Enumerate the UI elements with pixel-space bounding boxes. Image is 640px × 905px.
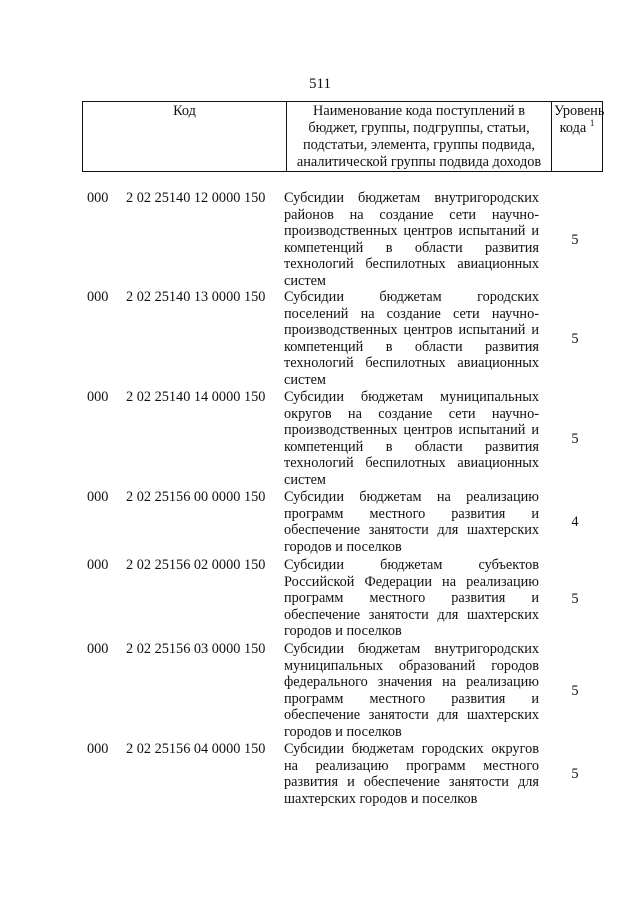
row-name-line: технологий беспилотных авиационных [284,455,539,472]
row-level: 5 [571,766,579,782]
row-name-line: Российской Федерации на реализацию [284,573,539,590]
row-prefix: 000 [87,641,109,657]
row-code: 2 02 25140 14 0000 150 [126,389,266,405]
row-name-line: систем [284,471,326,488]
header-name-line: бюджет, группы, подгруппы, статьи, [308,120,530,136]
header-code: Код [83,102,287,172]
row-name-line: технологий беспилотных авиационных [284,355,539,372]
row-name-line: Субсидии бюджетам городских округов [284,741,539,757]
row-code: 2 02 25156 04 0000 150 [126,741,266,757]
row-name-line: Субсидии бюджетам субъектов [284,557,539,573]
row-name-line: программ местного развития и [284,690,539,707]
row-name [284,557,539,640]
row-name-line: развития и обеспечение занятости для [284,774,539,791]
row-name-line: округов на создание сети научно- [284,405,539,422]
row-code: 2 02 25140 13 0000 150 [126,289,266,305]
row-name-line: производственных центров испытаний и [284,422,539,439]
row-name-line: муниципальных образований городов [284,657,539,674]
row-prefix: 000 [87,557,109,573]
row-prefix: 000 [87,489,109,505]
row-name-line: систем [284,272,326,289]
row-name-line: обеспечение занятости для шахтерских [284,707,539,724]
table-header [82,101,603,172]
row-name-line: Субсидии бюджетам внутригородских [284,190,539,206]
header-name-line: аналитической группы подвида доходов [296,154,542,170]
row-name-line: систем [284,371,326,388]
row-code: 2 02 25156 02 0000 150 [126,557,266,573]
row-level: 5 [571,232,579,248]
row-name-line: шахтерских городов и поселков [284,790,478,807]
row-code: 2 02 25156 03 0000 150 [126,641,266,657]
row-name-line: городов и поселков [284,623,402,640]
row-name-line: программ местного развития и [284,505,539,522]
row-name-line: поселений на создание сети научно- [284,305,539,322]
row-name-line: технологий беспилотных авиационных [284,256,539,273]
row-name [284,641,539,741]
row-name-line: Субсидии бюджетам городских [284,289,539,305]
row-name [284,489,539,555]
row-name-line: программ местного развития и [284,590,539,607]
header-name-line: подстатьи, элемента, группы подвида, [302,137,535,153]
row-name-line: Субсидии бюджетам на реализацию [284,489,539,505]
row-name-line: городов и поселков [284,538,402,555]
header-level-line1: Уровень [554,103,605,119]
row-name-line: районов на создание сети научно- [284,206,539,223]
row-name-line: обеспечение занятости для шахтерских [284,606,539,623]
header-level-label: кода [559,120,587,136]
row-level: 5 [571,683,579,699]
row-name-line: производственных центров испытаний и [284,223,539,240]
row-name-line: производственных центров испытаний и [284,322,539,339]
row-name-line: Субсидии бюджетам внутригородских [284,641,539,657]
header-name [287,102,552,172]
row-prefix: 000 [87,190,109,206]
row-name-line: компетенций в области развития [284,338,539,355]
row-name-line: городов и поселков [284,723,402,740]
row-prefix: 000 [87,389,109,405]
header-level-line2 [554,120,600,137]
header-name-line: Наименование кода поступлений в [313,103,525,119]
row-name [284,190,539,290]
row-code: 2 02 25140 12 0000 150 [126,190,266,206]
page-number: 511 [309,76,331,92]
row-name [284,289,539,389]
row-prefix: 000 [87,741,109,757]
header-level-footnote: 1 [589,118,595,129]
row-level: 5 [571,431,579,447]
row-level: 4 [571,514,579,530]
row-level: 5 [571,331,579,347]
row-name [284,741,539,807]
row-name-line: компетенций в области развития [284,239,539,256]
row-name-line: компетенций в области развития [284,438,539,455]
row-name-line: на реализацию программ местного [284,757,539,774]
row-level: 5 [571,591,579,607]
row-name-line: обеспечение занятости для шахтерских [284,522,539,539]
row-name [284,389,539,489]
header-level [552,102,603,172]
row-code: 2 02 25156 00 0000 150 [126,489,266,505]
row-prefix: 000 [87,289,109,305]
row-name-line: Субсидии бюджетам муниципальных [284,389,539,405]
row-name-line: федерального значения на реализацию [284,674,539,691]
